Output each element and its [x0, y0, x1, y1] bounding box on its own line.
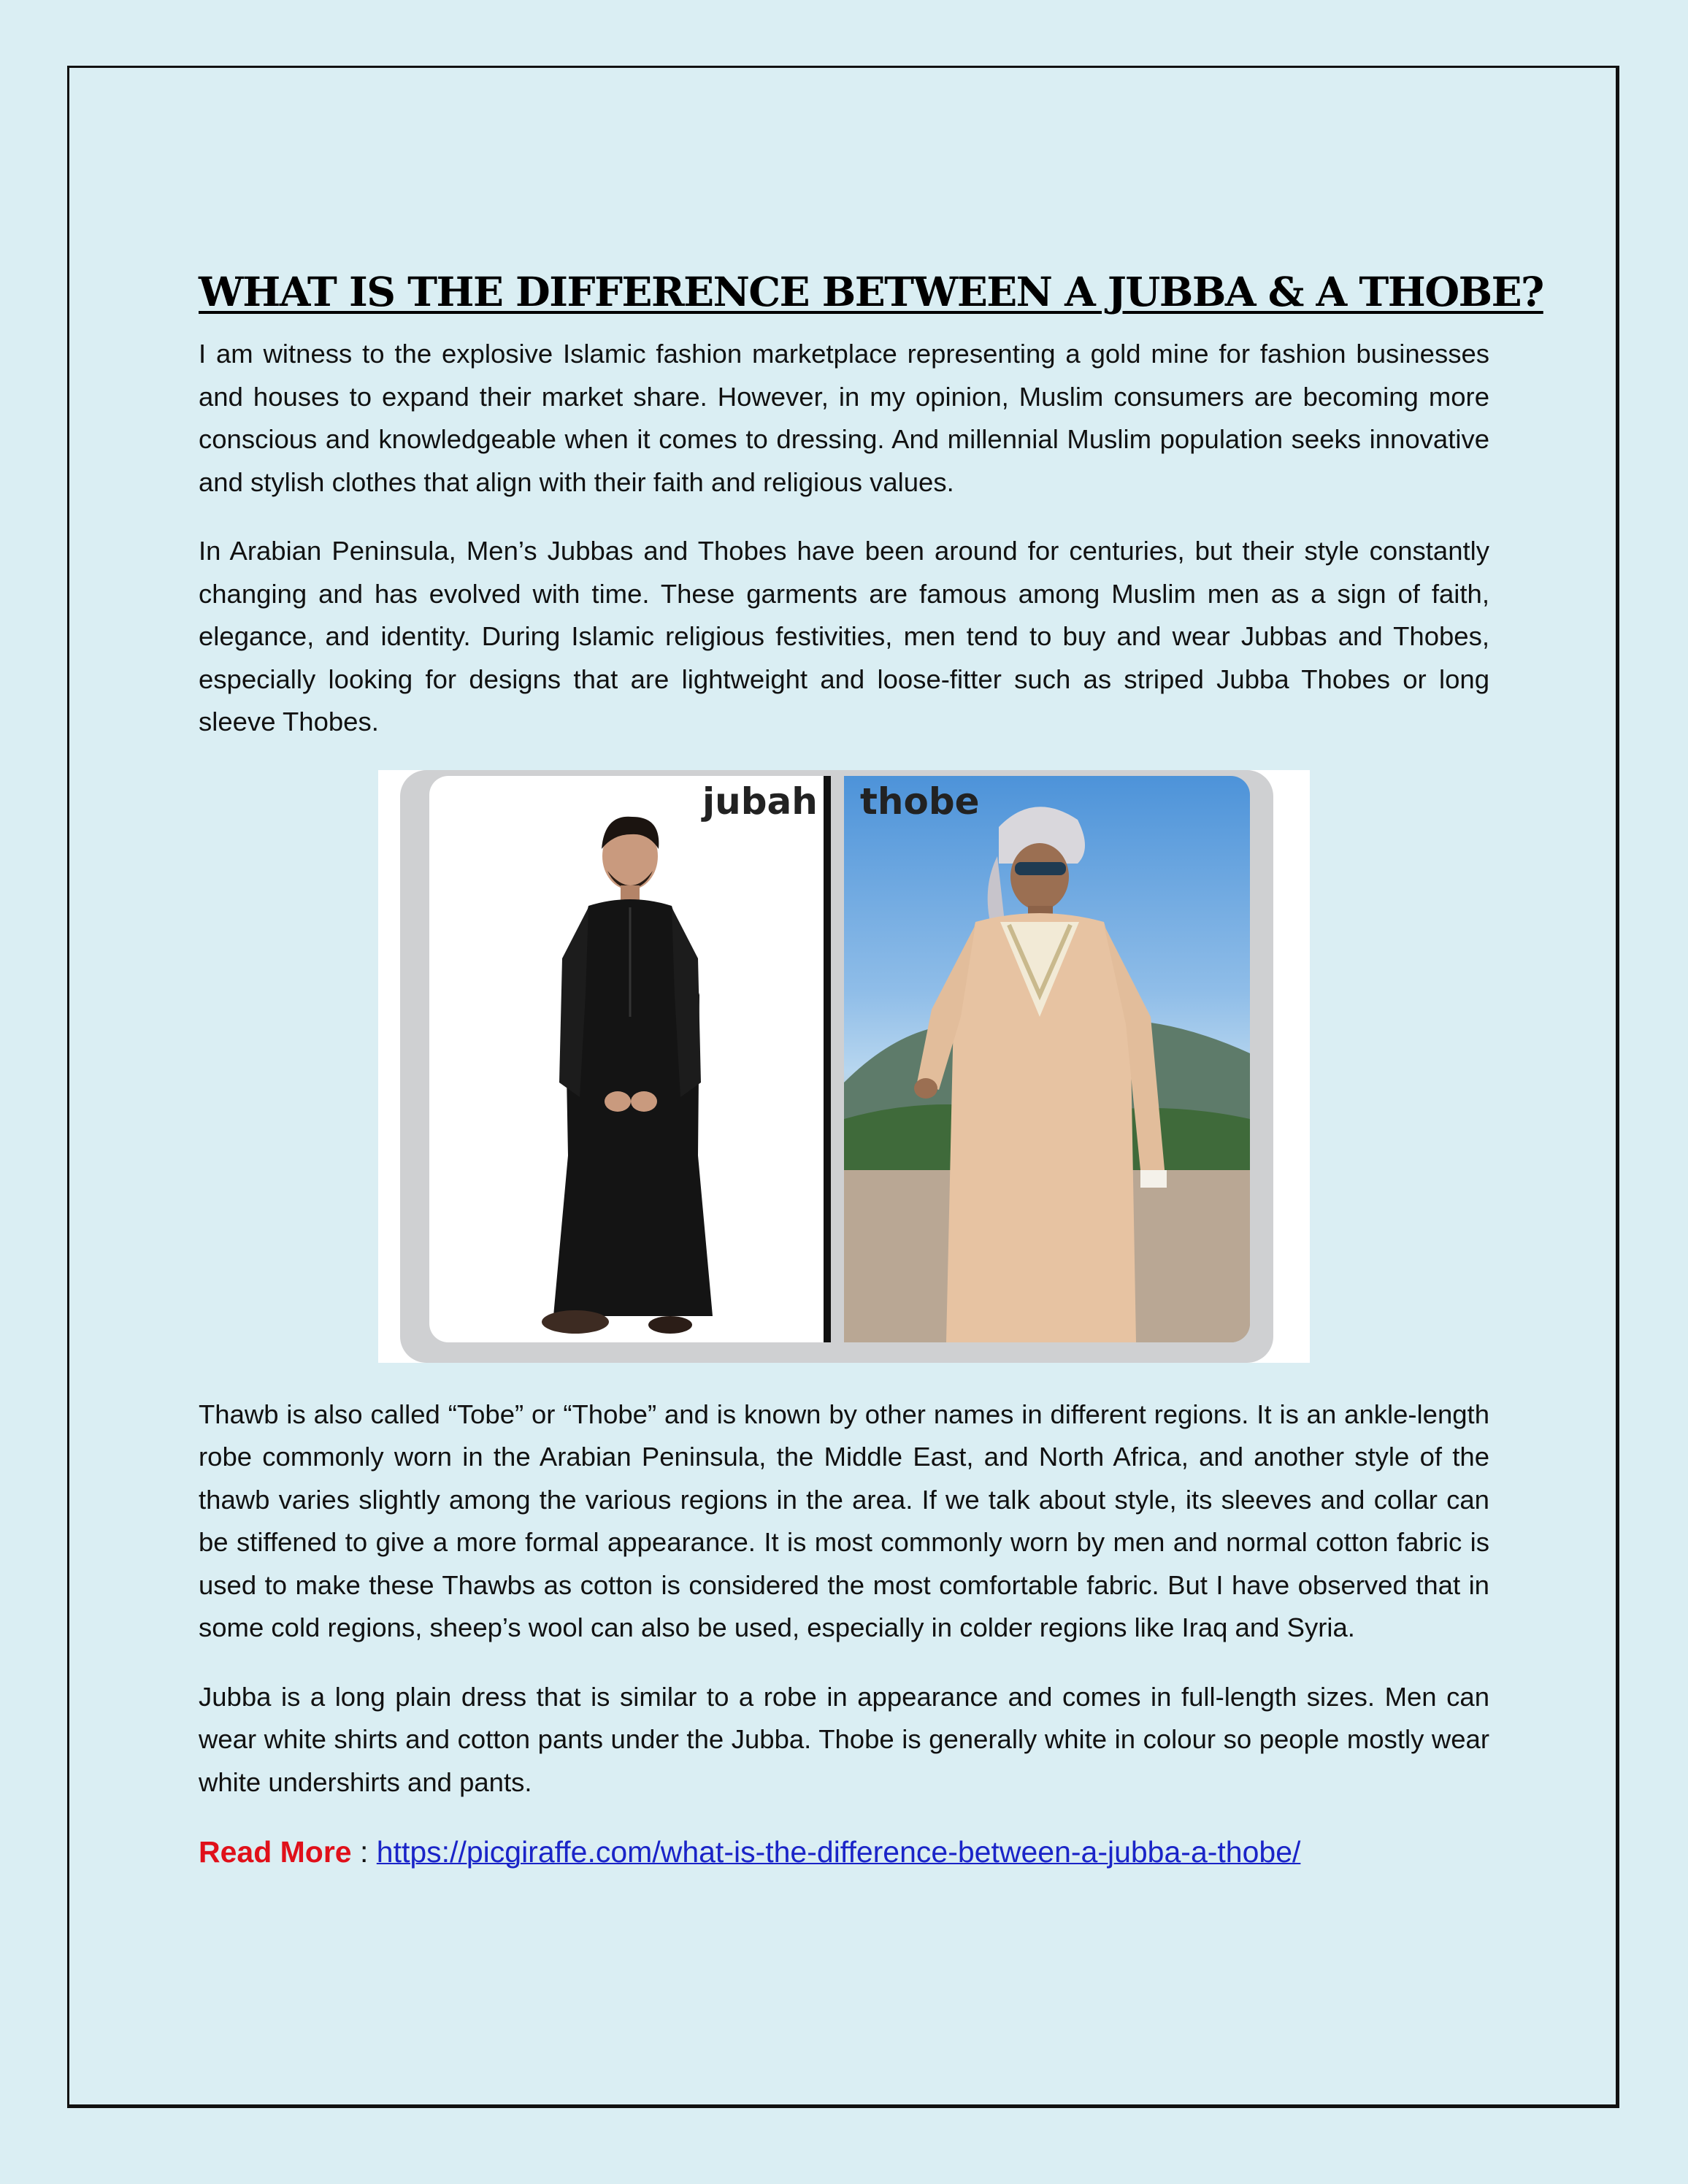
paragraph-intro: I am witness to the explosive Islamic fashion marketplace representing a gold mine for fashion businesses and houses to expand their market share. However, in my opinion, Muslim consumers are becoming more conscious and knowledgeable when it comes to dressing. And millennial Muslim population seeks innovative and stylish clothes that align with their faith and religious values. [199, 339, 1489, 497]
read-more-label: Read More [199, 1835, 352, 1869]
paragraph-history: In Arabian Peninsula, Men’s Jubbas and Thobes have been around for centuries, but their style constantly changing and has evolved with time. These garments are famous among Muslim men as a sign of faith, elegance, and identity. During Islamic religious festivities, men tend to buy and wear Jubbas and Thobes, especially looking for designs that are lightweight and loose-fitter such as striped Jubba Thobes or long sleeve Thobes. [199, 536, 1489, 737]
paragraph-thawb: Thawb is also called “Tobe” or “Thobe” and is known by other names in different regions. It is an ankle-length robe commonly worn in the Arabian Peninsula, the Middle East, and North Africa, and another style of the thawb varies slightly among the various regions in the area. If we talk about style, its sleeves and collar can be stiffened to give a more formal appearance. It is most commonly worn by men and normal cotton fabric is used to make these Thawbs as cotton is considered the most comfortable fabric. But I have observed that in some cold regions, sheep’s wool can also be used, especially in colder regions like Iraq and Syria. [199, 1399, 1489, 1642]
read-more-separator: : [351, 1835, 377, 1869]
read-more-link[interactable]: https://picgiraffe.com/what-is-the-difference-between-a-jubba-a-thobe/ [376, 1835, 1301, 1869]
jubah-vs-thobe-image [378, 770, 1310, 1363]
jubah-panel [429, 776, 824, 1342]
image-divider [824, 776, 831, 1342]
read-more-line [199, 1830, 1489, 1874]
article-body [199, 264, 1543, 1874]
paragraph-jubba: Jubba is a long plain dress that is similar to a robe in appearance and comes in full-length sizes. Men can wear white shirts and cotton pants under the Jubba. Thobe is generally white in colour so people mostly wear white undershirts and pants. [199, 1681, 1489, 1797]
jubah-label: jubah [702, 780, 818, 823]
man-in-beige-thobe-illustration [844, 776, 1250, 1342]
thobe-label: thobe [860, 780, 980, 823]
article-title: WHAT IS THE DIFFERENCE BETWEEN A JUBBA & A THOBE? [199, 268, 1543, 315]
thobe-panel [844, 776, 1250, 1342]
man-in-black-jubah-illustration [429, 776, 824, 1342]
